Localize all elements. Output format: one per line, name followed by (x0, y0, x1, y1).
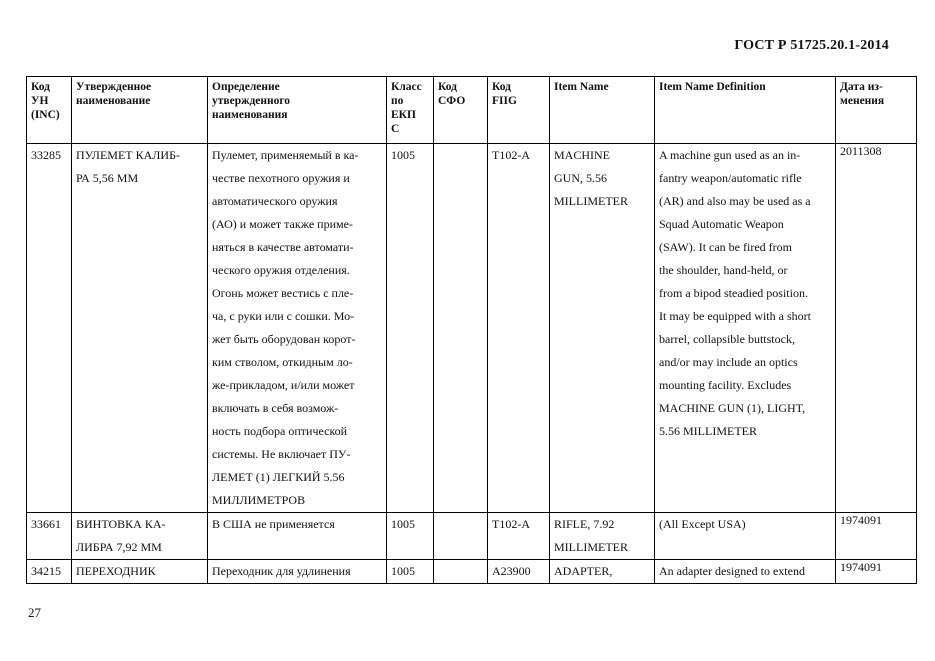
cell-line: ПЕРЕХОДНИК (76, 564, 156, 578)
header-col-item-definition (655, 77, 836, 144)
header-line: Класс (391, 81, 422, 93)
cell-line: включать в себя возмож- (212, 401, 339, 415)
cell-line: ческого оружия отделения. (212, 263, 350, 277)
cell-date: 2011308 (836, 144, 917, 513)
cell-line: barrel, collapsible buttstock, (659, 332, 795, 346)
cell-inc: 34215 (27, 560, 72, 584)
cell-item-name (550, 513, 655, 560)
cell-definition (208, 560, 387, 584)
cell-line: An adapter designed to extend (659, 564, 805, 578)
cell-approved-name (72, 513, 208, 560)
header-line: УН (31, 95, 49, 107)
cell-class: 1005 (387, 560, 434, 584)
cell-line: же-прикладом, и/или может (212, 378, 355, 392)
cell-line: ПУЛЕМЕТ КАЛИБ- (76, 148, 180, 162)
cell-item-name (550, 560, 655, 584)
header-line: Item Name Definition (659, 81, 766, 93)
cell-line: mounting facility. Excludes (659, 378, 792, 392)
table-row (27, 560, 917, 584)
header-col-date (836, 77, 917, 144)
cell-definition (208, 513, 387, 560)
cell-line: ADAPTER, (554, 564, 613, 578)
cell-line: A machine gun used as an in- (659, 148, 801, 162)
header-line: СФО (438, 95, 466, 107)
header-line: наименования (212, 109, 288, 121)
cell-line: ВИНТОВКА КА- (76, 517, 166, 531)
cell-sfo (434, 560, 488, 584)
cell-line: (AR) and also may be used as a (659, 194, 811, 208)
cell-line: В США не применяется (212, 517, 335, 531)
cell-line: GUN, 5.56 (554, 171, 607, 185)
cell-line: жет быть оборудован корот- (212, 332, 356, 346)
header-col-fiig (488, 77, 550, 144)
header-line: Код (31, 81, 51, 93)
document-standard-header: ГОСТ Р 51725.20.1-2014 (734, 38, 889, 53)
header-line: Определение (212, 81, 280, 93)
header-line: утвержденного (212, 95, 291, 107)
cell-line: MACHINE (554, 148, 610, 162)
table-header (27, 77, 917, 144)
cell-line: Переходник для удлинения (212, 564, 351, 578)
cell-line: РА 5,56 ММ (76, 171, 139, 185)
cell-item-definition (655, 513, 836, 560)
cell-line: fantry weapon/automatic rifle (659, 171, 802, 185)
header-col-approved-name (72, 77, 208, 144)
header-line: по (391, 95, 404, 107)
cell-sfo (434, 144, 488, 513)
header-col-inc (27, 77, 72, 144)
cell-fiig: A23900 (488, 560, 550, 584)
cell-item-definition (655, 144, 836, 513)
cell-line: ким стволом, откидным ло- (212, 355, 353, 369)
header-line: Item Name (554, 81, 609, 93)
cell-sfo (434, 513, 488, 560)
cell-line: MILLIMETER (554, 194, 628, 208)
header-line: FIIG (492, 95, 517, 107)
header-line: Утвержденное (76, 81, 152, 93)
header-col-definition (208, 77, 387, 144)
cell-line: честве пехотного оружия и (212, 171, 350, 185)
cell-line: from a bipod steadied position. (659, 286, 808, 300)
cell-line: (All Except USA) (659, 517, 746, 531)
cell-line: MILLIMETER (554, 540, 628, 554)
cell-line: системы. Не включает ПУ- (212, 447, 351, 461)
page-number: 27 (28, 605, 41, 620)
cell-line: Пулемет, применяемый в ка- (212, 148, 359, 162)
cell-fiig: T102-A (488, 513, 550, 560)
cell-line: MACHINE GUN (1), LIGHT, (659, 401, 806, 415)
cell-line: Огонь может вестись с пле- (212, 286, 354, 300)
specification-table (26, 76, 917, 584)
cell-class: 1005 (387, 144, 434, 513)
cell-date: 1974091 (836, 560, 917, 584)
cell-line: ность подбора оптической (212, 424, 348, 438)
table-row (27, 513, 917, 560)
cell-inc: 33661 (27, 513, 72, 560)
cell-line: ЛЕМЕТ (1) ЛЕГКИЙ 5.56 (212, 470, 345, 484)
cell-approved-name (72, 144, 208, 513)
header-line: Код (492, 81, 512, 93)
cell-line: ча, с руки или с сошки. Мо- (212, 309, 355, 323)
cell-line: Squad Automatic Weapon (659, 217, 784, 231)
cell-line: (SAW). It can be fired from (659, 240, 792, 254)
header-col-item-name (550, 77, 655, 144)
header-line: ЕКП (391, 109, 416, 121)
header-col-sfo (434, 77, 488, 144)
cell-item-name (550, 144, 655, 513)
header-row (27, 77, 917, 144)
cell-item-definition (655, 560, 836, 584)
cell-line: МИЛЛИМЕТРОВ (212, 493, 306, 507)
header-line: Код (438, 81, 458, 93)
table-row (27, 144, 917, 513)
cell-approved-name (72, 560, 208, 584)
header-col-class (387, 77, 434, 144)
cell-fiig: T102-A (488, 144, 550, 513)
header-line: менения (840, 95, 885, 107)
cell-line: RIFLE, 7.92 (554, 517, 615, 531)
header-line: С (391, 123, 400, 135)
cell-line: and/or may include an optics (659, 355, 798, 369)
cell-line: It may be equipped with a short (659, 309, 811, 323)
cell-class: 1005 (387, 513, 434, 560)
header-line: наименование (76, 95, 151, 107)
cell-inc: 33285 (27, 144, 72, 513)
cell-line: the shoulder, hand-held, or (659, 263, 788, 277)
cell-line: 5.56 MILLIMETER (659, 424, 757, 438)
cell-line: автоматического оружия (212, 194, 338, 208)
header-line: Дата из- (840, 81, 883, 93)
cell-definition (208, 144, 387, 513)
cell-line: няться в качестве автомати- (212, 240, 354, 254)
cell-line: ЛИБРА 7,92 ММ (76, 540, 162, 554)
cell-date: 1974091 (836, 513, 917, 560)
cell-line: (АО) и может также приме- (212, 217, 353, 231)
table-body (27, 144, 917, 584)
header-line: (INC) (31, 109, 60, 121)
